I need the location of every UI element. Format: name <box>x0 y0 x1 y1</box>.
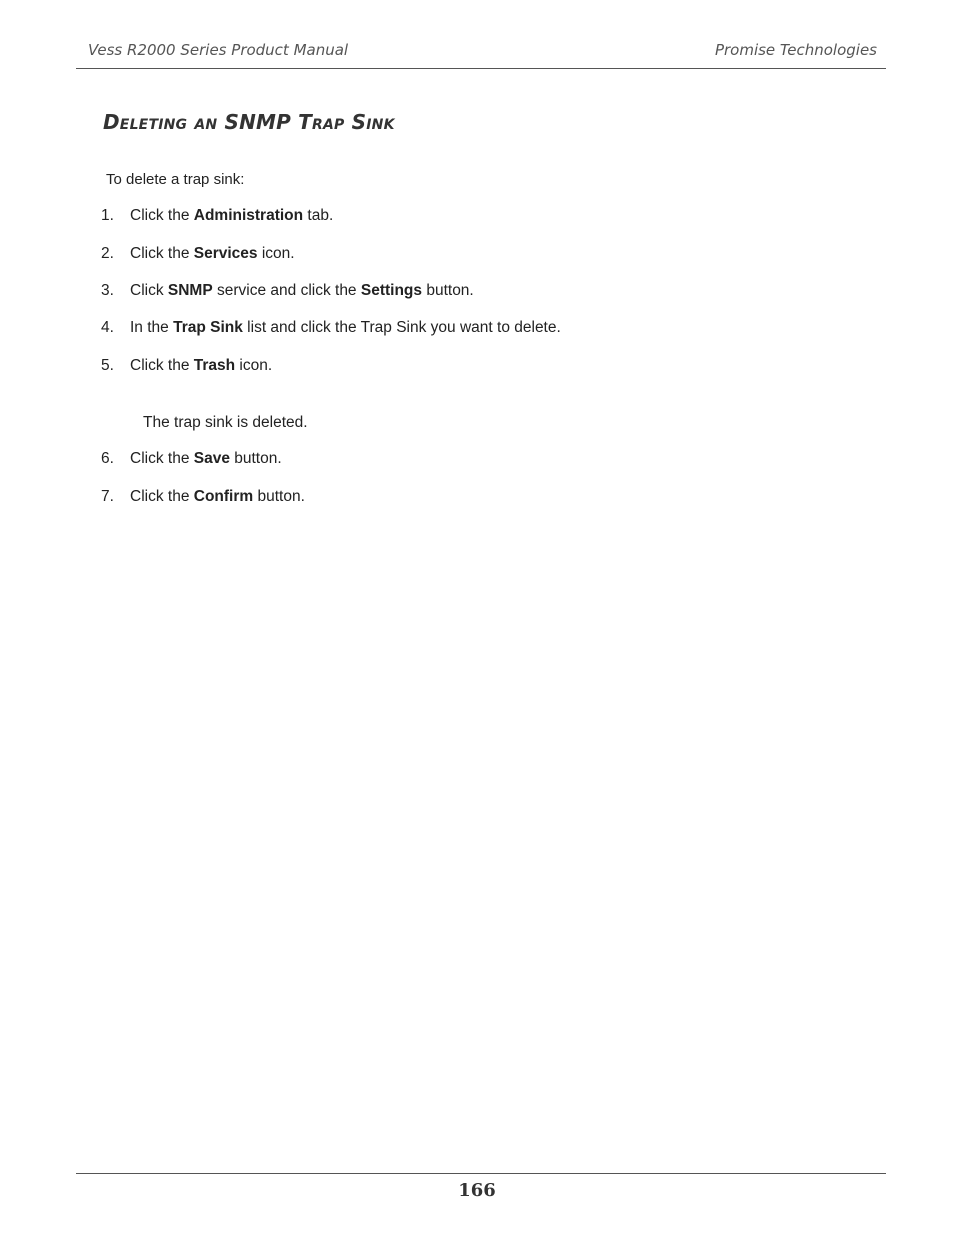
step-text: Click <box>130 282 168 299</box>
step-bold: Save <box>193 450 230 467</box>
step-6 <box>101 450 282 468</box>
step-text: list and click the Trap Sink you want to delete. <box>242 319 561 336</box>
step-text: Click the <box>130 450 194 467</box>
step-number: 4. <box>101 319 114 336</box>
step-text: Click the <box>130 207 194 224</box>
intro-text: To delete a trap sink: <box>106 171 245 188</box>
step-number: 5. <box>101 357 114 374</box>
step-1 <box>101 207 333 225</box>
step-text: button. <box>253 488 305 505</box>
step-text: Click the <box>130 357 194 374</box>
manual-title: Vess R2000 Series Product Manual <box>88 41 349 59</box>
step-number: 7. <box>101 488 114 505</box>
step-2 <box>101 245 295 263</box>
step-text: service and click the <box>212 282 361 299</box>
step-bold: Trap Sink <box>173 319 243 336</box>
step-bold: Confirm <box>193 488 254 505</box>
step-7 <box>101 488 305 506</box>
step-text: In the <box>130 319 174 336</box>
step-number: 2. <box>101 245 114 262</box>
page-header <box>76 38 886 69</box>
step-text: button. <box>229 450 282 467</box>
step-text: icon. <box>235 357 273 374</box>
step-bold: Services <box>193 245 258 262</box>
step-text: icon. <box>257 245 295 262</box>
step-number: 3. <box>101 282 114 299</box>
step-text: Click the <box>130 488 194 505</box>
step-3 <box>101 282 474 300</box>
step-5 <box>101 357 272 375</box>
step-bold: SNMP <box>167 282 213 299</box>
step-bold: Settings <box>360 282 423 299</box>
step-text: Click the <box>130 245 194 262</box>
step-number: 1. <box>101 207 114 224</box>
step-bold: Trash <box>193 357 236 374</box>
section-title: Deleting an SNMP Trap Sink <box>103 110 395 134</box>
page-number: 166 <box>458 1180 496 1201</box>
step-number: 6. <box>101 450 114 467</box>
step-result: The trap sink is deleted. <box>143 414 308 431</box>
step-4 <box>101 319 561 337</box>
footer-divider <box>76 1173 886 1174</box>
step-bold: Administration <box>193 207 304 224</box>
company-name: Promise Technologies <box>714 41 877 59</box>
step-text: tab. <box>303 207 334 224</box>
step-text: button. <box>422 282 474 299</box>
